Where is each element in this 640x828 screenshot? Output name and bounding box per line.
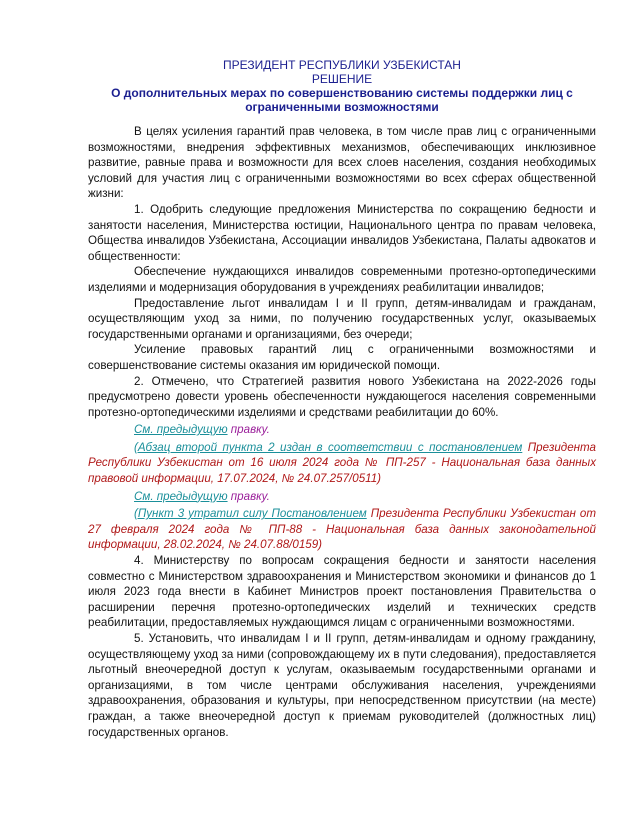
doc-type-heading: РЕШЕНИЕ xyxy=(311,72,373,86)
document-title: О дополнительных мерах по совершенствованию системы поддержки лиц с ограниченными возможностями xyxy=(111,86,573,114)
amendment-note-2 xyxy=(88,506,596,553)
document-body xyxy=(88,124,596,740)
amendment-note-1 xyxy=(88,440,596,487)
edit-label: правку. xyxy=(230,423,270,437)
amendment-reference-2: Президента Республики Узбекистан от 27 февраля 2024 года № ПП-88 - Национальная база данных законодательной информации, 28.02.2024, № 24.07.88/0159) xyxy=(88,507,596,552)
paragraph-4: 4. Министерству по вопросам сокращения бедности и занятости населения совместно с Министерством здравоохранения и Министерством экономики и финансов до 1 июля 2023 года внести в Кабинет Министров проект постановления Правительства о расширении перечня протезно-ортопедических изделий и технических средств реабилитации, предоставляемых нуждающимся лицам с ограниченными возможностями. xyxy=(88,554,596,630)
paragraph-1: 1. Одобрить следующие предложения Министерства по сокращению бедности и занятости населения, Министерства юстиции, Национального центра по правам человека, Общества инвалидов Узбекистана, Ассоциации инвалидов Узбекистана, Палаты адвокатов и общественности: xyxy=(88,202,596,263)
amendment-reference-1: Президента Республики Узбекистан от 16 июля 2024 года № ПП-257 - Национальная база данных правовой информации, 17.07.2024, № 24.07.257/0511) xyxy=(88,440,596,486)
see-previous-link[interactable]: См. предыдущую xyxy=(134,423,228,437)
see-previous-link[interactable]: См. предыдущую xyxy=(134,489,228,503)
paragraph-1-item-b: Предоставление льгот инвалидам I и II групп, детям-инвалидам и гражданам, осуществляющим уход за ними, по получению государственных услуг, оказываемых государственными органами и организациями, без очереди; xyxy=(88,296,596,341)
edit-label: правку. xyxy=(230,489,270,503)
paragraph-1-item-c: Усиление правовых гарантий лиц с ограниченными возможностями и совершенствование системы оказания им юридической помощи. xyxy=(88,343,596,372)
paragraph-2: 2. Отмечено, что Стратегией развития нового Узбекистана на 2022-2026 годы предусмотрено довести уровень обеспеченности нуждающегося населения современными протезно-ортопедическими изделиями и средствами реабилитации до 60%. xyxy=(88,374,596,419)
document-page xyxy=(88,58,596,740)
paragraph-5: 5. Установить, что инвалидам I и II групп, детям-инвалидам и одному гражданину, осуществляющему уход за ними (сопровождающему их в пути следования), предоставляется льготный внеочередной доступ к услугам, оказываемым государственными органами и организациями, в том числе центрами обслуживания населения, учреждениями здравоохранения, образования и культуры, при непосредственном присутствии (на месте) граждан, а также внеочередной доступ к приемам руководителей (должностных лиц) государственных органов. xyxy=(88,632,596,739)
amendment-link-2[interactable]: (Пункт 3 утратил силу Постановлением xyxy=(134,507,367,521)
amendment-link-1[interactable]: (Абзац второй пункта 2 издан в соответствии с постановлением xyxy=(134,440,523,454)
issuer-heading: ПРЕЗИДЕНТ РЕСПУБЛИКИ УЗБЕКИСТАН xyxy=(223,58,461,72)
intro-paragraph: В целях усиления гарантий прав человека, в том числе прав лиц с ограниченными возможностями, внедрения эффективных механизмов, обеспечивающих инклюзивное развитие, равные права и возможности для всех слоев населения, создания необходимых условий для участия лиц с ограниченными возможностями во всех сферах общественной жизни: xyxy=(88,125,596,201)
see-previous-edit-1 xyxy=(88,422,596,438)
paragraph-1-item-a: Обеспечение нуждающихся инвалидов современными протезно-ортопедическими изделиями и модернизация оборудования в учреждениях реабилитации инвалидов; xyxy=(88,265,596,294)
see-previous-edit-2 xyxy=(88,489,596,505)
